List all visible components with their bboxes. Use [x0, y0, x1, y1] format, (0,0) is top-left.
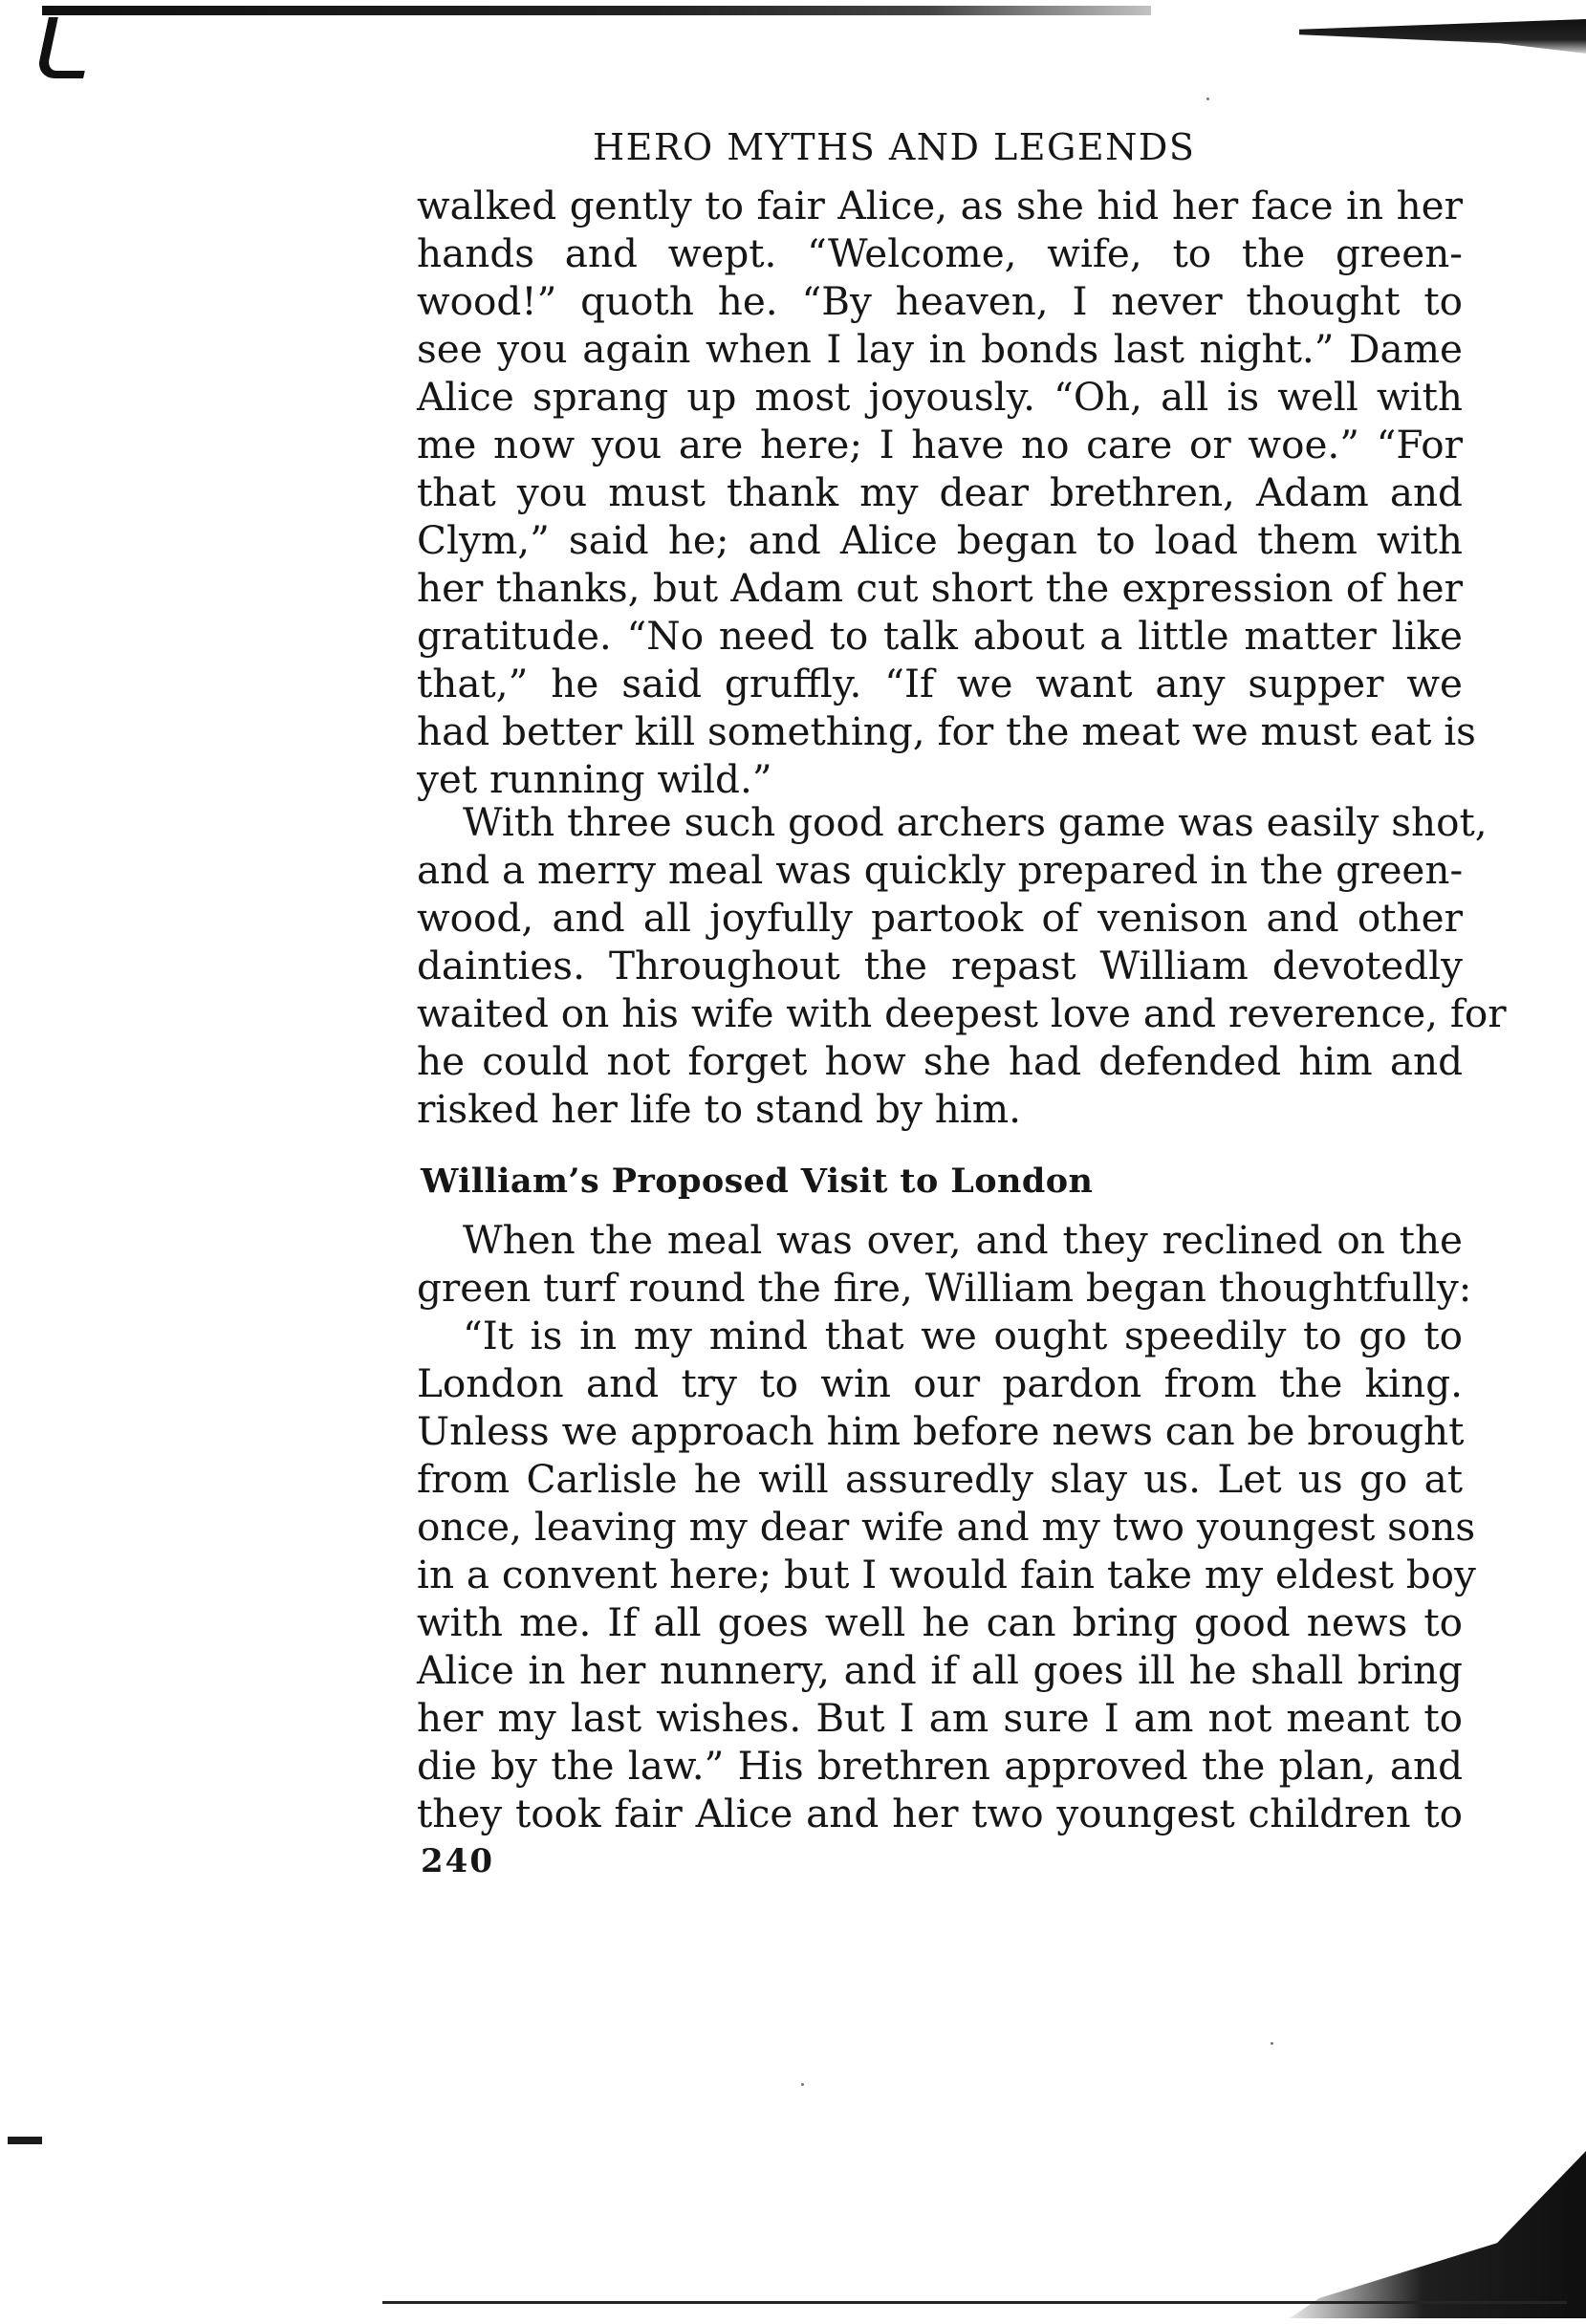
- text-line: from Carlisle he will assuredly slay us. Let us go at: [417, 1456, 1463, 1502]
- text-line: “It is in my mind that we ought speedily to go to: [463, 1313, 1463, 1358]
- text-line: gratitude. “No need to talk about a little matter like: [417, 613, 1463, 659]
- text-line: Alice in her nunnery, and if all goes ill he shall bring: [417, 1647, 1463, 1693]
- section-body: [417, 1216, 1476, 1837]
- scan-speck: [1271, 2042, 1273, 2045]
- text-line: that,” he said gruffly. “If we want any supper we: [417, 661, 1463, 706]
- text-line: die by the law.” His brethren approved the plan, and: [417, 1743, 1463, 1789]
- text-line: hands and wept. “Welcome, wife, to the green-: [417, 230, 1463, 276]
- section-heading: William’s Proposed Visit to London: [421, 1162, 1094, 1201]
- running-header: HERO MYTHS AND LEGENDS: [593, 126, 1196, 168]
- text-line: risked her life to stand by him.: [417, 1086, 1022, 1132]
- text-line: had better kill something, for the meat we must eat is: [417, 708, 1476, 754]
- text-line: and a merry meal was quickly prepared in the green-: [417, 847, 1464, 893]
- text-line: Clym,” said he; and Alice began to load them with: [417, 517, 1463, 563]
- text-line: that you must thank my dear brethren, Adam and: [417, 469, 1463, 515]
- text-line: green turf round the fire, William began thoughtfully:: [417, 1265, 1472, 1311]
- text-line: wood!” quoth he. “By heaven, I never thought to: [417, 278, 1463, 324]
- text-line: dainties. Throughout the repast William devotedly: [417, 943, 1463, 988]
- text-line: wood, and all joyfully partook of venison and other: [417, 895, 1463, 941]
- text-line: in a convent here; but I would fain take my eldest boy: [417, 1552, 1476, 1597]
- text-line: When the meal was over, and they reclined on the: [463, 1217, 1463, 1263]
- scan-shadow-bottom-right: [1290, 2151, 1586, 2318]
- text-line: her my last wishes. But I am sure I am not meant to: [417, 1695, 1463, 1741]
- scan-speck: [801, 2083, 804, 2086]
- scan-edge-top: [42, 6, 1151, 15]
- text-line: with me. If all goes well he can bring good news to: [417, 1599, 1463, 1645]
- scan-edge-bottom: [382, 2301, 1567, 2304]
- scan-speck: [1206, 98, 1209, 100]
- text-line: Alice sprang up most joyously. “Oh, all is well with: [417, 374, 1463, 420]
- text-line: once, leaving my dear wife and my two youngest sons: [417, 1504, 1476, 1550]
- scan-mark-left: [35, 17, 97, 78]
- text-line: London and try to win our pardon from the king.: [417, 1360, 1463, 1406]
- text-line: Unless we approach him before news can be brought: [417, 1408, 1465, 1454]
- text-line: they took fair Alice and her two youngest children to: [417, 1791, 1463, 1836]
- text-line: waited on his wife with deepest love and reverence, for: [417, 990, 1507, 1036]
- scan-mark-bottom-left: [8, 2137, 42, 2144]
- text-line: walked gently to fair Alice, as she hid her face in her: [417, 183, 1463, 228]
- text-line: With three such good archers game was easily shot,: [463, 799, 1488, 845]
- text-line: me now you are here; I have no care or woe.” “For: [417, 422, 1463, 467]
- paragraph-1: [417, 182, 1476, 803]
- paragraph-2: [417, 798, 1507, 1133]
- text-line: he could not forget how she had defended him and: [417, 1038, 1463, 1084]
- scan-edge-top-right: [1299, 19, 1586, 54]
- text-line: her thanks, but Adam cut short the expression of her: [417, 565, 1463, 611]
- page-number: 240: [421, 1842, 494, 1880]
- text-line: see you again when I lay in bonds last night.” Dame: [417, 326, 1463, 372]
- text-line: yet running wild.”: [417, 756, 772, 802]
